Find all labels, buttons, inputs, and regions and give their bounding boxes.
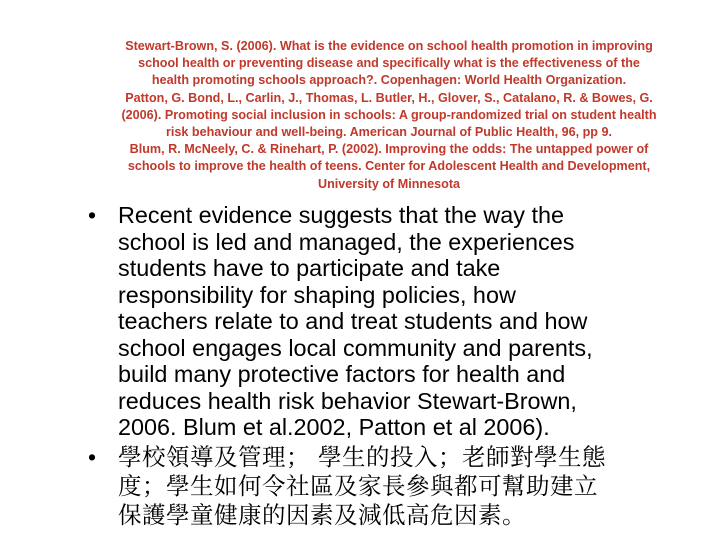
bullet-line: reduces health risk behavior Stewart-Brown, xyxy=(118,387,577,414)
reference-line: Blum, R. McNeely, C. & Rinehart, P. (2002). Improving the odds: The untapped power of xyxy=(129,142,649,157)
bullet-line: responsibility for shaping policies, how xyxy=(118,281,516,308)
reference-line: risk behaviour and well-being. American Journal of Public Health, 96, pp 9. xyxy=(165,125,612,140)
bullet-line: Recent evidence suggests that the way the xyxy=(118,202,564,228)
bullet-marker: • xyxy=(88,443,97,470)
bullet-english xyxy=(88,202,708,441)
bullet-line: students have to participate and take xyxy=(118,255,501,281)
bullet-line: teachers relate to and treat students and how xyxy=(118,308,588,334)
bullet-line: 度；學生如何令社區及家長參與都可幫助建立 xyxy=(118,471,598,500)
reference-line: health promoting schools approach?. Copenhagen: World Health Organization. xyxy=(151,73,627,88)
bullet-line: 2006. Blum et al.2002, Patton et al 2006). xyxy=(118,414,550,440)
reference-line: school health or preventing disease and specifically what is the effectiveness of the xyxy=(138,56,640,71)
reference-line: (2006). Promoting social inclusion in schools: A group-randomized trial on student health xyxy=(121,107,657,122)
bullet-line: 保護學童健康的因素及減低高危因素。 xyxy=(118,500,526,529)
bullet-marker: • xyxy=(88,202,97,228)
references-block xyxy=(84,38,694,193)
bullet-line: build many protective factors for health and xyxy=(118,361,566,387)
reference-line: Patton, G. Bond, L., Carlin, J., Thomas, L. Butler, H., Glover, S., Catalano, R. & Bowes, G. xyxy=(125,90,653,105)
reference-line: Stewart-Brown, S. (2006). What is the evidence on school health promotion in improving xyxy=(125,39,653,53)
bullet-line: 學校領導及管理； 學生的投入；老師對學生態 xyxy=(118,442,606,471)
bullet-chinese xyxy=(88,443,708,530)
bullet-list xyxy=(88,202,708,530)
reference-line: University of Minnesota xyxy=(317,176,461,191)
bullet-line: school engages local community and parents, xyxy=(118,334,593,361)
bullet-line: school is led and managed, the experiences xyxy=(118,228,575,255)
reference-line: schools to improve the health of teens. Center for Adolescent Health and Development, xyxy=(127,159,651,174)
